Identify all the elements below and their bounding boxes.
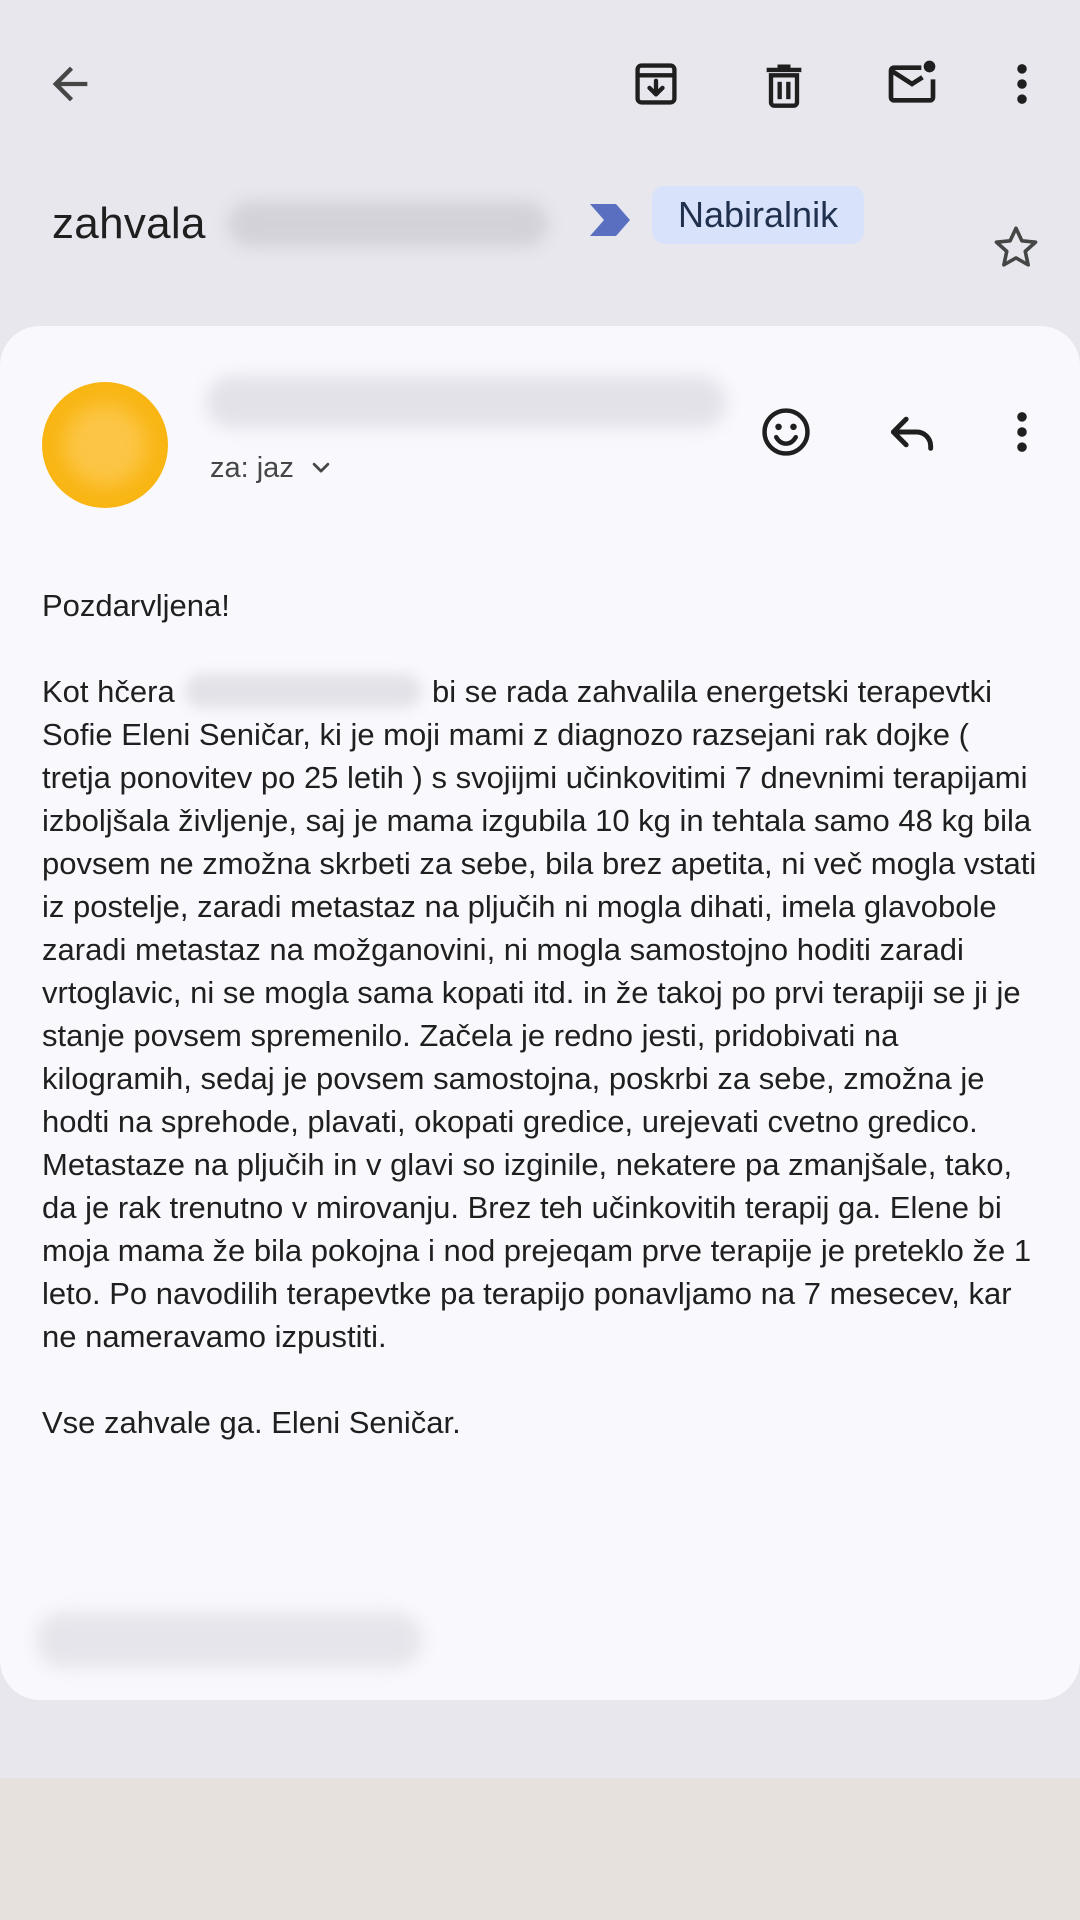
avatar[interactable] bbox=[42, 382, 168, 508]
star-outline-icon bbox=[989, 221, 1043, 275]
emoji-icon bbox=[758, 404, 814, 460]
redacted-sender-name bbox=[206, 376, 726, 428]
subject-row bbox=[52, 190, 548, 258]
label-arrow-icon bbox=[586, 200, 636, 240]
body-paragraph bbox=[42, 670, 1042, 1358]
reply-icon bbox=[884, 404, 940, 460]
redacted-name bbox=[185, 674, 421, 708]
more-options-button[interactable] bbox=[982, 44, 1062, 124]
email-subject: zahvala bbox=[52, 199, 206, 248]
redacted-subject bbox=[228, 201, 548, 247]
archive-icon bbox=[630, 58, 682, 110]
mark-unread-icon bbox=[884, 56, 940, 112]
label-chip-text: Nabiralnik bbox=[678, 194, 839, 235]
reply-button[interactable] bbox=[872, 392, 952, 472]
delete-button[interactable] bbox=[744, 44, 824, 124]
paragraph-rest: bi se rada zahvalila energetski terapevtki Sofie Eleni Seničar, ki je moji mami z diagnozo razsejani rak dojke ( tretja ponovitev po 25 letih ) s svojijmi učinkovitimi 7 dnevnimi terapijami izboljšala življenje, saj je mama izgubila 10 kg in tehtala samo 48 kg bila povsem ne zmožna skrbeti za sebe, bila brez apetita, ni več mogla vstati iz postelje, zaradi metastaz na pljučih ni mogla dihati, imela glavobole zaradi metastaz na možganovini, ni mogla samostojno hoditi zaradi vrtoglavic, ni se mogla sama kopati itd. in že takoj po prvi terapiji se ji je stanje povsem spremenilo. Začela je redno jesti, pridobivati na kilogramih, sedaj je povsem samostojna, poskrbi za sebe, zmožna je hodti na sprehode, plavati, okopati gredice, urejevati cvetno gredico. Metastaze na pljučih in v glavi so izginile, nekatere pa zmanjšale, tako, da je rak trenutno v mirovanju. Brez teh učinkovitih terapij ga. Elene bi moja mama že bila pokojna i nod prejeqam prve terapije je preteklo že 1 leto. Po navodilih terapevtke pa terapijo ponavljamo na 7 mesecev, kar ne nameravamo izpustiti. bbox=[42, 674, 1037, 1354]
label-chip-inbox[interactable] bbox=[652, 186, 864, 244]
trash-icon bbox=[758, 58, 810, 110]
more-vert-icon bbox=[996, 406, 1048, 458]
recipient-toggle[interactable] bbox=[210, 446, 336, 490]
redacted-signature bbox=[36, 1612, 422, 1668]
bottom-area bbox=[0, 1778, 1080, 1920]
paragraph-start: Kot hčera bbox=[42, 674, 175, 709]
message-body bbox=[42, 584, 1042, 1444]
greeting: Pozdarvljena! bbox=[42, 588, 230, 623]
arrow-back-icon bbox=[44, 58, 96, 110]
back-button[interactable] bbox=[30, 44, 110, 124]
mark-unread-button[interactable] bbox=[872, 44, 952, 124]
message-more-button[interactable] bbox=[982, 392, 1062, 472]
chevron-down-icon bbox=[306, 453, 336, 483]
recipient-text: za: jaz bbox=[210, 451, 294, 484]
more-vert-icon bbox=[996, 58, 1048, 110]
star-button[interactable] bbox=[976, 208, 1056, 288]
closing: Vse zahvale ga. Eleni Seničar. bbox=[42, 1405, 461, 1440]
archive-button[interactable] bbox=[616, 44, 696, 124]
add-reaction-button[interactable] bbox=[746, 392, 826, 472]
